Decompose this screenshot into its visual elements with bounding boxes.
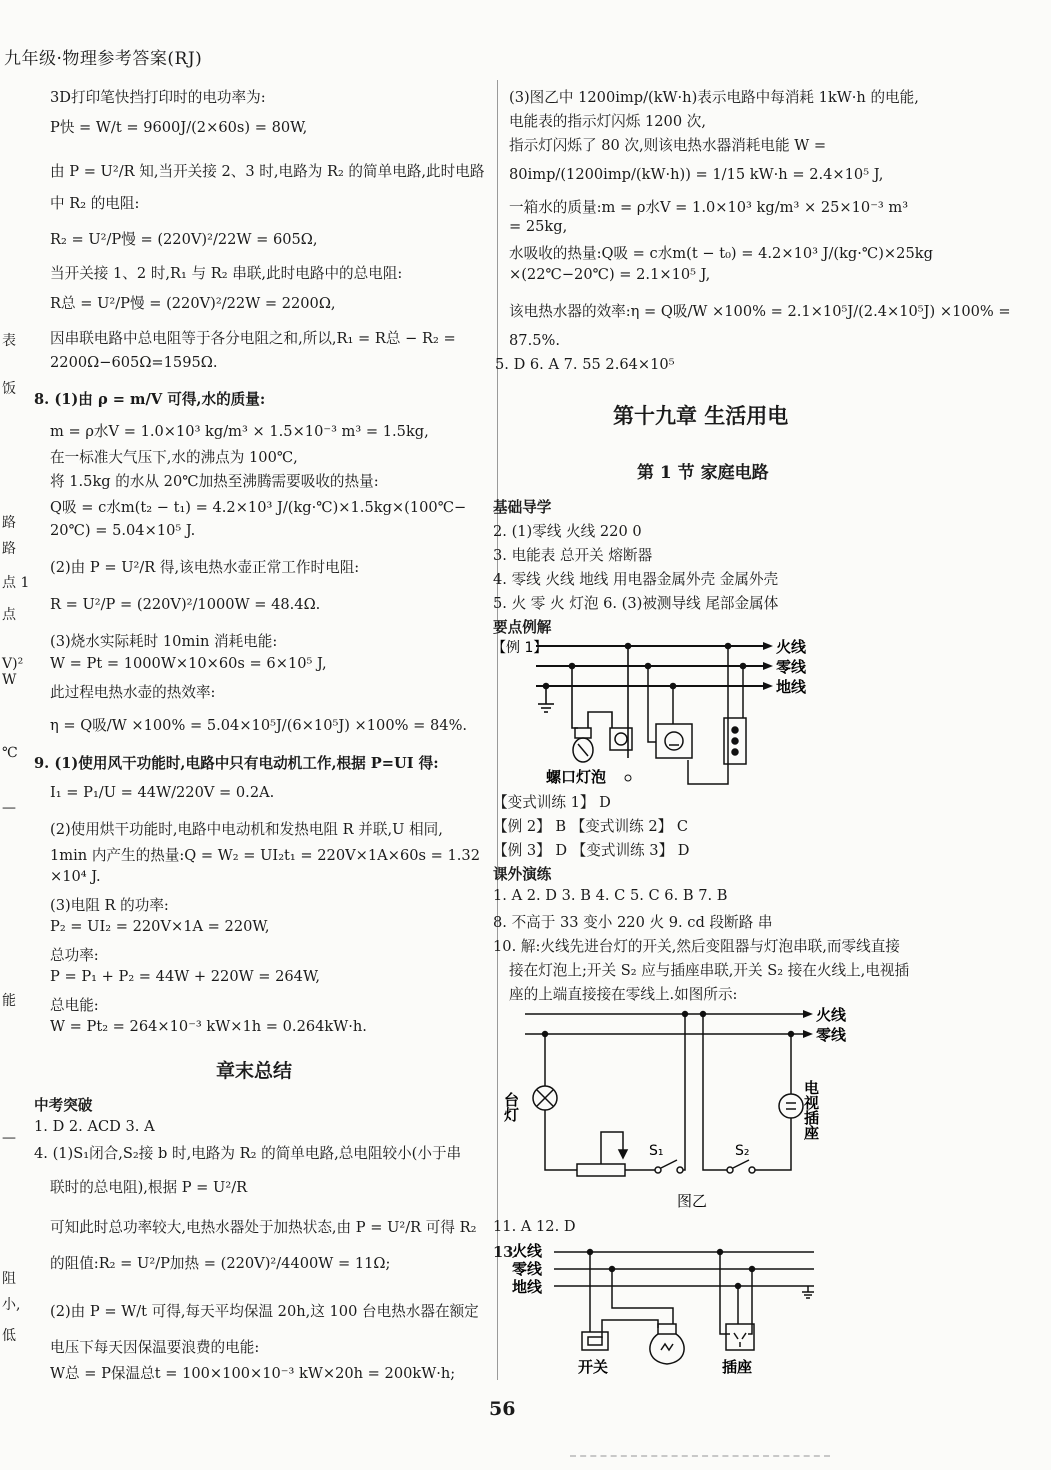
- answer-line: 【例 3】 D 【变式训练 3】 D: [493, 842, 690, 859]
- bulb-caption: 螺口灯泡: [546, 768, 607, 786]
- edge-fragment: V)²: [2, 656, 24, 672]
- edge-fragment: ℃: [2, 745, 18, 761]
- text-line: 接在灯泡上;开关 S₂ 应与插座串联,开关 S₂ 接在火线上,电视插: [509, 962, 910, 979]
- text-line: 当开关接 1、2 时,R₁ 与 R₂ 串联,此时电路中的总电阻:: [50, 265, 403, 282]
- label-neutral: 零线: [512, 1260, 543, 1278]
- edge-fragment: 点: [2, 607, 16, 623]
- formula-line: 80imp/(1200imp/(kW·h)) = 1/15 kW·h = 2.4×10⁵ J,: [509, 166, 884, 183]
- edge-fragment: 阻: [2, 1271, 16, 1287]
- text-line: 因串联电路中总电阻等于各分电阻之和,所以,R₁ = R总 − R₂ =: [50, 330, 456, 347]
- edge-fragment: 路: [2, 515, 16, 531]
- example-1-tag: 【例 1】: [492, 640, 548, 656]
- label-ground: 地线: [512, 1278, 543, 1296]
- arrow-icon: [803, 1010, 813, 1018]
- text-line: 中 R₂ 的电阻:: [50, 195, 140, 212]
- edge-fragment: 能: [2, 993, 16, 1009]
- figure-caption: 图乙: [677, 1192, 708, 1210]
- formula-line: R₂ = U²/P慢 = (220V)²/22W = 605Ω,: [50, 231, 318, 248]
- formula-line: R = U²/P = (220V)²/1000W = 48.4Ω.: [50, 596, 321, 613]
- formula-line: P = P₁ + P₂ = 44W + 220W = 264W,: [50, 968, 321, 985]
- answer-line: 4. 零线 火线 地线 用电器金属外壳 金属外壳: [493, 571, 779, 588]
- label-socket: 插座: [722, 1358, 753, 1376]
- page-number: 56: [489, 1398, 516, 1420]
- text-line: ×10⁴ J.: [50, 868, 101, 885]
- lamp-icon: [533, 1086, 557, 1110]
- question-10: 10. 解:火线先进台灯的开关,然后变阻器与灯泡串联,而零线直接: [493, 938, 900, 955]
- formula-line: 一箱水的质量:m = ρ水V = 1.0×10³ kg/m³ × 25×10⁻³ m³: [509, 199, 909, 216]
- answer-line: 【例 2】 B 【变式训练 2】 C: [493, 818, 688, 835]
- label-s2: S₂: [735, 1143, 750, 1159]
- socket-icon: [726, 1324, 754, 1350]
- label-ground: 地线: [776, 678, 807, 696]
- edge-fragment: 小,: [2, 1297, 21, 1313]
- edge-fragment: 表: [2, 333, 16, 349]
- text-line: (3)烧水实际耗时 10min 消耗电能:: [50, 633, 278, 650]
- question-13: 13.: [493, 1244, 519, 1261]
- answer-line: 1. D 2. ACD 3. A: [34, 1118, 155, 1135]
- formula-line: 的阻值:R₂ = U²/P加热 = (220V)²/4400W = 11Ω;: [50, 1255, 391, 1272]
- subsection-heading: 中考突破: [34, 1097, 93, 1114]
- text-line: ×(22℃−20℃) = 2.1×10⁵ J,: [509, 266, 711, 283]
- label-live: 火线: [816, 1006, 847, 1024]
- answer-line: 【变式训练 1】 D: [493, 794, 611, 811]
- answer-line: 1. A 2. D 3. B 4. C 5. C 6. B 7. B: [493, 887, 728, 904]
- label-neutral: 零线: [816, 1026, 847, 1044]
- scan-artifact: [570, 1455, 830, 1457]
- text-line: 87.5%.: [509, 332, 560, 349]
- formula-line: I₁ = P₁/U = 44W/220V = 0.2A.: [50, 784, 275, 801]
- answer-line: 3. 电能表 总开关 熔断器: [493, 547, 653, 564]
- question-9: 9. (1)使用风干功能时,电路中只有电动机工作,根据 P=UI 得:: [34, 755, 439, 772]
- text-line: 此过程电热水壶的热效率:: [50, 684, 216, 701]
- figure-yi-circuit-diagram: [502, 1000, 865, 1220]
- arrow-icon: [763, 642, 773, 650]
- edge-fragment: —: [2, 1130, 16, 1146]
- text-line: 电压下每天因保温要浪费的电能:: [50, 1339, 260, 1356]
- screw-bulb-icon: [573, 728, 593, 762]
- text-line: 座的上端直接接在零线上.如图所示:: [509, 986, 738, 1003]
- subsection-heading: 基础导学: [493, 499, 552, 516]
- text-line: 3D打印笔快挡打印时的电功率为:: [50, 89, 266, 106]
- edge-fragment: —: [2, 800, 16, 816]
- formula-line: P快 = W/t = 9600J/(2×60s) = 80W,: [50, 119, 308, 136]
- text-line: 20℃) = 5.04×10⁵ J.: [50, 522, 196, 539]
- arrow-icon: [803, 1030, 813, 1038]
- formula-line: 该电热水器的效率:η = Q吸/W ×100% = 2.1×10⁵J/(2.4×10⁵J) ×100% =: [509, 303, 1011, 320]
- edge-fragment: 路: [2, 541, 16, 557]
- text-line: 总电能:: [50, 997, 99, 1014]
- text-line: (3)电阻 R 的功率:: [50, 897, 169, 914]
- formula-line: R总 = U²/P慢 = (220V)²/22W = 2200Ω,: [50, 295, 336, 312]
- bulb-wiring: [572, 646, 628, 758]
- formula-line: Q吸 = c水m(t₂ − t₁) = 4.2×10³ J/(kg·℃)×1.5kg×(100℃−: [50, 499, 467, 516]
- tv-socket-icon: [779, 1094, 803, 1118]
- text-line: 总功率:: [50, 947, 99, 964]
- chapter-title: 第十九章 生活用电: [613, 403, 789, 428]
- terminal-dot: [625, 775, 631, 781]
- formula-line: 水吸收的热量:Q吸 = c水m(t − t₀) = 4.2×10³ J/(kg·℃)×25kg: [509, 245, 933, 262]
- answer-line: 5. 火 零 火 灯泡 6. (3)被测导线 尾部金属体: [493, 595, 779, 612]
- text-line: 1min 内产生的热量:Q = W₂ = UI₂t₁ = 220V×1A×60s = 1.32: [50, 847, 481, 864]
- earth-ground-icon: [802, 1286, 814, 1298]
- label-tv-socket: 电视插座: [802, 1080, 820, 1140]
- label-lamp: 台灯: [502, 1092, 520, 1122]
- question-4: 4. (1)S₁闭合,S₂接 b 时,电路为 R₂ 的简单电路,总电阻较小(小于串: [34, 1145, 462, 1162]
- arrow-icon: [763, 682, 773, 690]
- text-line: (2)由 P = W/t 可得,每天平均保温 20h,这 100 台电热水器在额定: [50, 1303, 479, 1320]
- text-line: 电能表的指示灯闪烁 1200 次,: [509, 113, 706, 130]
- label-neutral: 零线: [776, 658, 807, 676]
- question-13-circuit-diagram: [508, 1238, 838, 1378]
- text-line: 可知此时总功率较大,电热水器处于加热状态,由 P = U²/R 可得 R₂: [50, 1219, 477, 1236]
- section-title: 第 1 节 家庭电路: [637, 463, 769, 483]
- page-header: 九年级·物理参考答案(RJ): [4, 49, 203, 69]
- label-switch: 开关: [578, 1358, 609, 1376]
- text-line: 2200Ω−605Ω=1595Ω.: [50, 354, 218, 371]
- label-s1: S₁: [649, 1143, 664, 1159]
- text-line: (3)图乙中 1200imp/(kW·h)表示电路中每消耗 1kW·h 的电能,: [509, 89, 919, 106]
- switch-icon: [582, 1332, 608, 1350]
- arrow-icon: [763, 662, 773, 670]
- lamp-circuit: [543, 1012, 688, 1177]
- formula-line: W = Pt₂ = 264×10⁻³ kW×1h = 0.264kW·h.: [50, 1018, 367, 1035]
- left-column: [0, 78, 490, 1408]
- subsection-heading: 课外演练: [493, 866, 552, 883]
- text-line: (2)由 P = U²/R 得,该电热水壶正常工作时电阻:: [50, 559, 360, 576]
- edge-fragment: 点 1: [2, 575, 30, 591]
- edge-fragment: 低: [2, 1328, 16, 1344]
- text-line: 联时的总电阻),根据 P = U²/R: [50, 1179, 248, 1196]
- label-live: 火线: [776, 638, 807, 656]
- formula-line: P₂ = UI₂ = 220V×1A = 220W,: [50, 918, 270, 935]
- formula-line: m = ρ水V = 1.0×10³ kg/m³ × 1.5×10⁻³ m³ = 1.5kg,: [50, 423, 429, 440]
- text-line: = 25kg,: [509, 218, 568, 235]
- edge-fragment: 饭: [2, 381, 16, 397]
- text-line: 在一标准大气压下,水的沸点为 100℃,: [50, 449, 298, 466]
- question-8: 8. (1)由 ρ = m/V 可得,水的质量:: [34, 391, 266, 408]
- edge-fragment: W: [2, 672, 17, 688]
- formula-line: W = Pt = 1000W×10×60s = 6×10⁵ J,: [50, 655, 327, 672]
- text-line: (2)使用烘干功能时,电路中电动机和发热电阻 R 并联,U 相同,: [50, 821, 443, 838]
- text-line: 由 P = U²/R 知,当开关接 2、3 时,电路为 R₂ 的简单电路,此时电路: [50, 163, 485, 180]
- formula-line: η = Q吸/W ×100% = 5.04×10⁵J/(6×10⁵J) ×100% = 84%.: [50, 717, 468, 734]
- answer-line: 5. D 6. A 7. 55 2.64×10⁵: [495, 356, 675, 373]
- section-title-summary: 章末总结: [216, 1060, 293, 1082]
- example-1-circuit-diagram: [488, 632, 848, 788]
- formula-line: W总 = P保温总t = 100×100×10⁻³ kW×20h = 200kW·h;: [50, 1365, 456, 1382]
- subsection-heading: 要点例解: [493, 619, 552, 636]
- answer-line: 2. (1)零线 火线 220 0: [493, 523, 642, 540]
- answer-line: 8. 不高于 33 变小 220 火 9. cd 段断路 串: [493, 914, 773, 931]
- earth-ground-icon: [538, 686, 554, 712]
- bulb-icon: [650, 1324, 684, 1364]
- text-line: 指示灯闪烁了 80 次,则该电热水器消耗电能 W =: [509, 137, 827, 154]
- answer-line: 11. A 12. D: [493, 1218, 576, 1235]
- text-line: 将 1.5kg 的水从 20℃加热至沸腾需要吸收的热量:: [50, 473, 379, 490]
- label-live: 火线: [512, 1242, 543, 1260]
